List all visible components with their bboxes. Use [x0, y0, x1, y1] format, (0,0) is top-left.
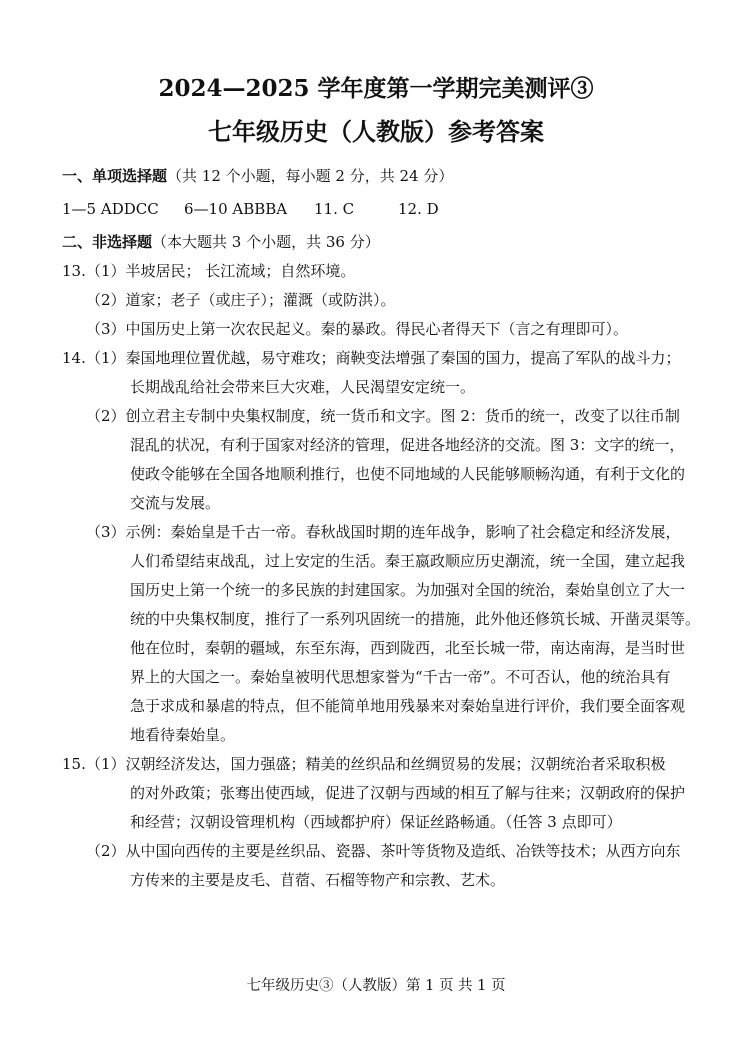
- q14-line: （1）秦国地理位置优越，易守难攻；商鞅变法增强了秦国的国力，提高了军队的战斗力；: [86, 349, 681, 367]
- q14-line: 长期战乱给社会带来巨大灾难，人民渴望安定统一。: [130, 378, 476, 396]
- mcq-answer-6-10: 6—10 ABBBA: [184, 200, 288, 218]
- section1-header: [62, 165, 453, 187]
- q15-line: （2）从中国向西传的主要是丝织品、瓷器、茶叶等货物及造纸、冶铁等技术；从西方向东: [86, 842, 681, 860]
- q13-number: 13.: [62, 262, 86, 280]
- title-line-1: 2024—2025 学年度第一学期完美测评③: [158, 75, 594, 102]
- q14-line: 统的中央集权制度，推行了一系列巩固统一的措施，此外他还修筑长城、开凿灵渠等。: [130, 610, 701, 628]
- q14-line: 使政令能够在全国各地顺利推行，也使不同地域的人民能够顺畅沟通，有利于文化的: [130, 465, 686, 483]
- q14-line: 急于求成和暴虐的特点，但不能简单地用残暴来对秦始皇进行评价，我们要全面客观: [130, 697, 686, 715]
- title-line-2: 七年级历史（人教版）参考答案: [208, 117, 544, 146]
- page-footer: 七年级历史③（人教版）第 1 页 共 1 页: [246, 978, 506, 994]
- q14-line: 界上的大国之一。秦始皇被明代思想家誉为“千古一帝”。不可否认，他的统治具有: [130, 668, 671, 686]
- mcq-answer-1-5: 1—5 ADDCC: [62, 200, 159, 218]
- q14-line: 他在位时，秦朝的疆域，东至东海，西到陇西，北至长城一带，南达南海，是当时世: [130, 639, 686, 657]
- q15-line: 的对外政策；张骞出使西域，促进了汉朝与西域的相互了解与往来；汉朝政府的保护: [130, 784, 686, 802]
- q14-line: 人们希望结束战乱，过上安定的生活。秦王嬴政顺应历史潮流，统一全国，建立起我: [130, 552, 686, 570]
- q15-line: （1）汉朝经济发达，国力强盛；精美的丝织品和丝绸贸易的发展；汉朝统治者采取积极: [86, 755, 666, 773]
- q14-line: 国历史上第一个统一的多民族的封建国家。为加强对全国的统治，秦始皇创立了大一: [130, 581, 686, 599]
- section1-note: （共 12 个小题，每小题 2 分，共 24 分）: [167, 167, 454, 185]
- mcq-answer-11: 11. C: [314, 200, 355, 218]
- q14-line: 地看待秦始皇。: [130, 726, 236, 744]
- q13-line: （2）道家；老子（或庄子）；灌溉（或防洪）。: [86, 291, 396, 309]
- q13-line: （1）半坡居民； 长江流域；自然环境。: [86, 262, 356, 280]
- section2-header: [62, 231, 380, 253]
- q15-number: 15.: [62, 755, 86, 773]
- q13-line: （3）中国历史上第一次农民起义。秦的暴政。得民心者得天下（言之有理即可）。: [86, 320, 629, 338]
- q15-line: 和经营；汉朝设管理机构（西域都护府）保证丝路畅通。（任答 3 点即可）: [130, 813, 622, 831]
- section1-heading: 一、单项选择题: [62, 167, 168, 185]
- q14-line: 交流与发展。: [130, 494, 221, 512]
- q14-line: 混乱的状况，有利于国家对经济的管理，促进各地经济的交流。图 3：文字的统一，: [130, 436, 685, 454]
- q14-line: （3）示例：秦始皇是千古一帝。春秋战国时期的连年战争，影响了社会稳定和经济发展，: [86, 523, 681, 541]
- mcq-answer-12: 12. D: [398, 200, 439, 218]
- section1-answers: [62, 198, 439, 220]
- section2-heading: 二、非选择题: [62, 233, 153, 251]
- section2-note: （本大题共 3 个小题，共 36 分）: [152, 233, 380, 251]
- q14-number: 14.: [62, 349, 86, 367]
- q14-line: （2）创立君主专制中央集权制度，统一货币和文字。图 2：货币的统一，改变了以往币制: [86, 407, 680, 425]
- q15-line: 方传来的主要是皮毛、苜蓿、石榴等物产和宗教、艺术。: [130, 871, 506, 889]
